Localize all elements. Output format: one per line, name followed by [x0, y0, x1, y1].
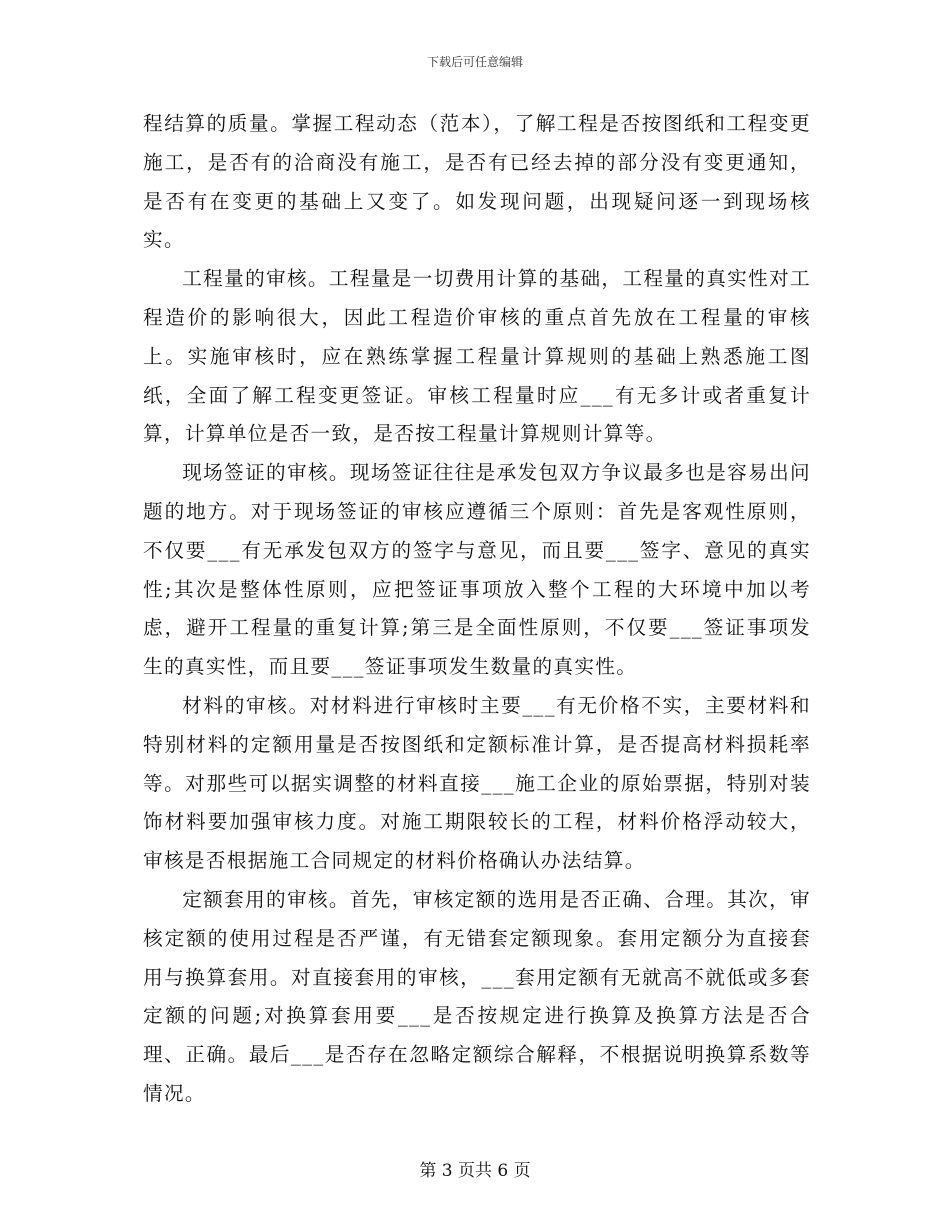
paragraph-site-visa-review: 现场签证的审核。现场签证往往是承发包双方争议最多也是容易出问题的地方。对于现场签证的审核应遵循三个原则：首先是客观性原则，不仅要___有无承发包双方的签字与意见，而且要___签字、意见的真实性;其次是整体性原则，应把签证事项放入整个工程的大环境中加以考虑，避开工程量的重复计算;第三是全面性原则，不仅要___签证事项发生的真实性，而且要___签证事项发生数量的真实性。 — [143, 461, 811, 679]
paragraph-quota-review: 定额套用的审核。首先，审核定额的选用是否正确、合理。其次，审核定额的使用过程是否严谨，有无错套定额现象。套用定额分为直接套用与换算套用。对直接套用的审核，___套用定额有无就高不就低或多套定额的问题;对换算套用要___是否按规定进行换算及换算方法是否合理、正确。最后___是否存在忽略定额综合解释，不根据说明换算系数等情况。 — [143, 887, 811, 1105]
paragraph-quantity-review: 工程量的审核。工程量是一切费用计算的基础，工程量的真实性对工程造价的影响很大，因此工程造价审核的重点首先放在工程量的审核上。实施审核时，应在熟练掌握工程量计算规则的基础上熟悉施工图纸，全面了解工程变更签证。审核工程量时应___有无多计或者重复计算，计算单位是否一致，是否按工程量计算规则计算等。 — [143, 267, 811, 446]
paragraph-material-review: 材料的审核。对材料进行审核时主要___有无价格不实，主要材料和特别材料的定额用量是否按图纸和定额标准计算，是否提高材料损耗率等。对那些可以据实调整的材料直接___施工企业的原始票据，特别对装饰材料要加强审核力度。对施工期限较长的工程，材料价格浮动较大，审核是否根据施工合同规定的材料价格确认办法结算。 — [143, 693, 811, 873]
paragraph-continuation: 程结算的质量。掌握工程动态（范本），了解工程是否按图纸和工程变更施工，是否有的洽商没有施工，是否有已经去掉的部分没有变更通知，是否有在变更的基础上又变了。如发现问题，出现疑问逐一到现场核实。 — [143, 112, 811, 252]
page-header-note: 下载后可任意编辑 — [426, 55, 523, 69]
document-body — [143, 105, 811, 1114]
page-number-footer: 第 3 页共 6 页 — [419, 1161, 531, 1181]
